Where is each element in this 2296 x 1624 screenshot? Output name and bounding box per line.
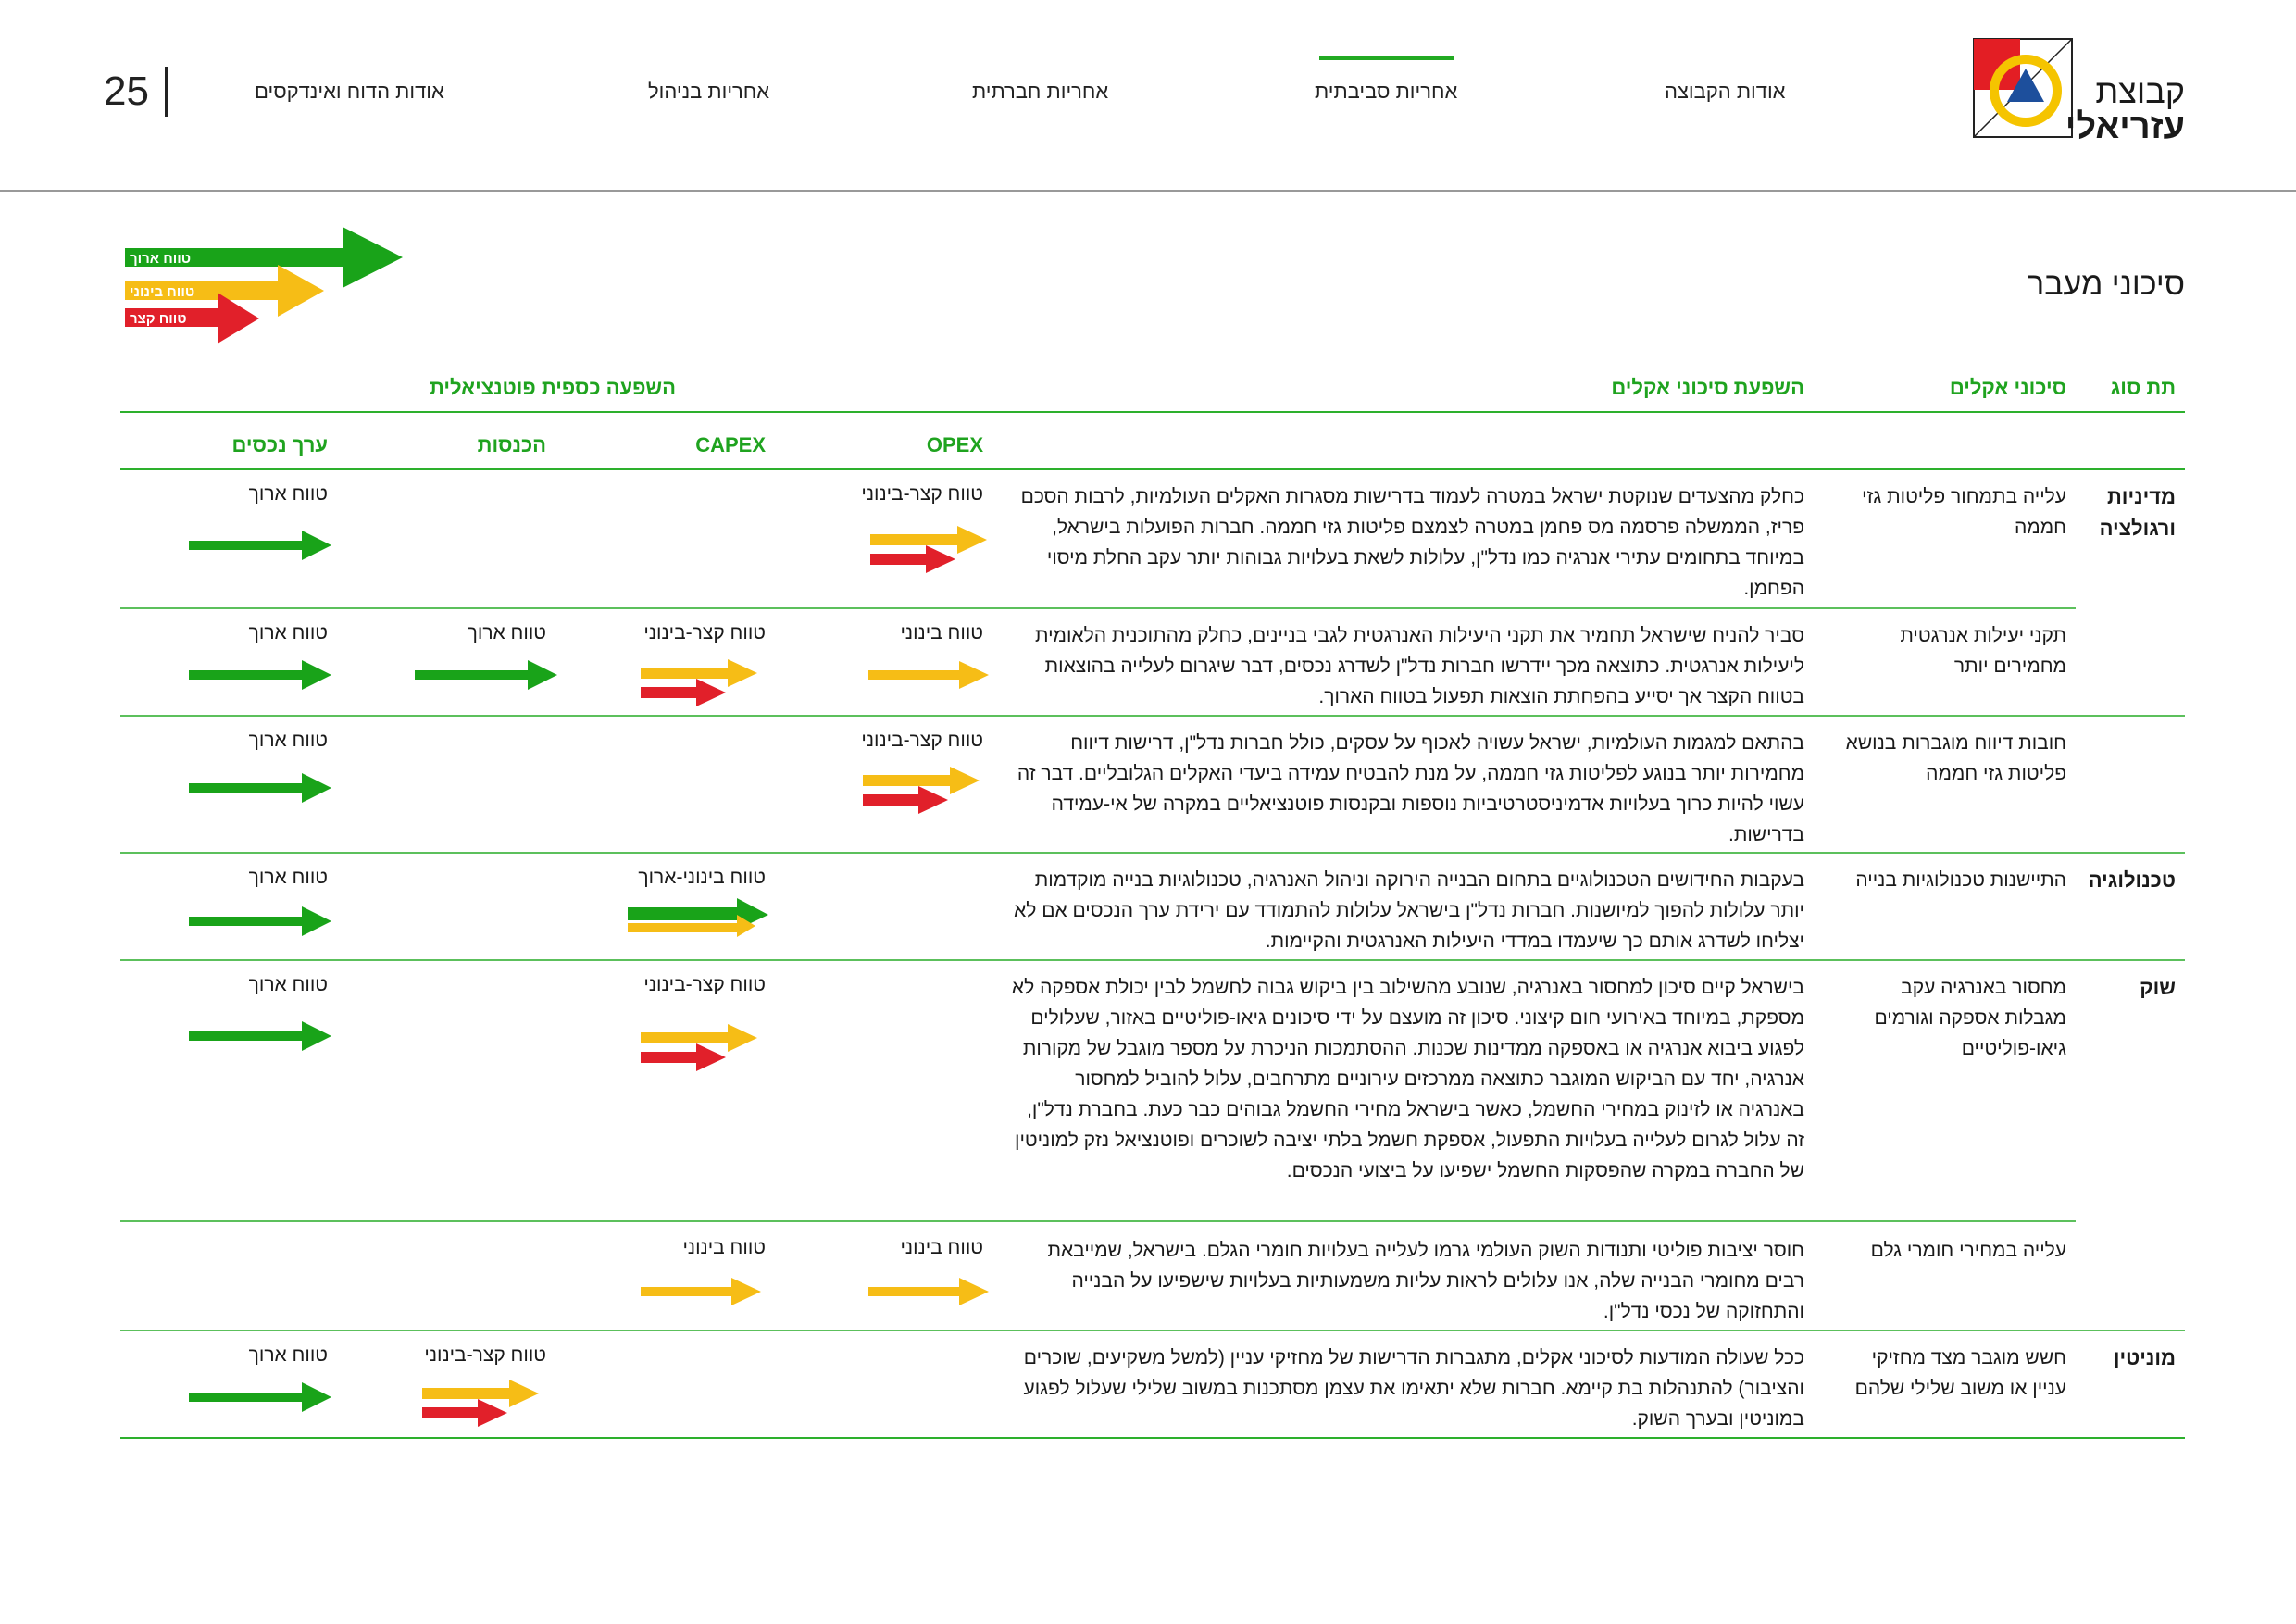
long-term-arrow <box>189 1382 331 1412</box>
row-capex-term: טווח בינוני-ארוך <box>638 867 766 888</box>
company-name-line1: קבוצת <box>2095 72 2185 110</box>
row-risk: מחסור באנרגיה עקב מגבלות אספקה וגורמים גיאו-פוליטיים <box>1874 977 2066 1059</box>
row-opex-arrows <box>867 659 996 697</box>
section-title: סיכוני מעבר <box>2028 267 2185 302</box>
col-header-financial: השפעה כספית פוטנציאלית <box>429 376 676 399</box>
short-term-arrow <box>863 786 948 814</box>
row-opex-term: טווח בינוני <box>900 1237 983 1258</box>
long-term-arrow <box>189 660 331 690</box>
row-opex-term: טווח בינוני <box>900 622 983 643</box>
row-assets-arrows <box>187 1380 335 1421</box>
long-term-arrow <box>189 773 331 803</box>
company-name <box>2065 74 2185 146</box>
short-term-arrow <box>870 545 955 573</box>
row-capex-arrows <box>639 659 759 714</box>
row-opex-term: טווח קצר-בינוני <box>861 730 983 751</box>
row-capex-term: טווח בינוני <box>682 1237 766 1258</box>
long-term-arrow <box>189 1021 331 1051</box>
row-risk: תקני יעילות אנרגטית מחמירים יותר <box>1900 625 2066 677</box>
row-opex-arrows <box>867 1276 996 1314</box>
row-impact: בהתאם למגמות העולמיות, ישראל עשויה לאכוף על עסקים, כולל חברות נדל"ן, דרישות דיווח מחמירות יותר בנוגע לפליטות גזי חממה, על מנת להבטיח עמידה ביעדי האקלים הגלובליים. דבר זה עשוי להיות כרוך בעלויות אדמיניסטרטיביות נוספות ובקנסות פוטנציאליים במקרה של אי-עמידה בדרישות. <box>1017 732 1804 845</box>
row-assets-arrows <box>187 1018 335 1060</box>
row-assets-term: טווח ארוך <box>248 483 328 505</box>
term-legend <box>120 222 417 352</box>
short-term-arrow <box>641 679 726 706</box>
col-header-subtype: תת סוג <box>2110 376 2176 399</box>
row-divider <box>120 1330 2185 1331</box>
row-assets-term: טווח ארוך <box>248 622 328 643</box>
row-revenue-term: טווח ארוך <box>467 622 546 643</box>
legend-short-label: טווח קצר <box>130 311 187 327</box>
header-rule-2 <box>120 468 2185 470</box>
row-capex-term: טווח קצר-בינוני <box>643 622 766 643</box>
col-header-assets: ערך נכסים <box>231 433 328 456</box>
col-header-capex: CAPEX <box>695 433 766 456</box>
col-header-impact: השפעת סיכוני אקלים <box>1611 376 1804 399</box>
page-number: 25 <box>104 69 149 114</box>
row-risk: התיישנות טכנולוגיות בנייה <box>1855 869 2066 891</box>
row-capex-term: טווח קצר-בינוני <box>643 974 766 995</box>
row-divider <box>120 607 2076 609</box>
col-header-climate-risks: סיכוני אקלים <box>1949 376 2066 399</box>
row-impact: בעקבות החידושים הטכנולוגיים בתחום הבנייה הירוקה וניהול האנרגיה, טכנולוגיות בנייה מוקדמות יותר עלולות להפוך למיושנות. חברות נדל"ן בישראל עלולות להתמודד עם ירידת ערך הנכסים אם לא יצליחו לשדרג אותם כך שיעמדו במדדי היעילות האנרגטית והקיימות. <box>1014 869 1804 952</box>
nav-environmental[interactable]: אחריות סביבתית <box>1315 80 1458 103</box>
medium-term-arrow <box>641 1278 761 1305</box>
medium-term-arrow <box>868 1278 989 1305</box>
row-impact: בישראל קיים סיכון למחסור באנרגיה, שנובע מהשילוב בין ביקוש גבוה לחשמל לבין יכולת אספקה לא מספקת, במיוחד באירועי חום קיצוני. סיכון זה מועצם על ידי סיכונים גיאו-פוליטיים באזור, שעלולים לפגוע ביבוא אנרגיה או באספקה ממדינות שכנות. ההסתמכות הניכרת על מספר מוגבל של מקורות אנרגיה, יחד עם הביקוש המוגבר כתוצאה ממרכזים עירוניים מתרחבים, עלול להוביל למחסור באנרגיה או לזינוק במחירי החשמל, כאשר בישראל מחירי החשמל גבוהים כבר כעת. בחברת נדל"ן, זה עלול לגרום לעלייה בעלויות התפעול, אספקת חשמל בלתי יציבה לשוכרים ופוטנציאל נזק למוניטין של החברה במקרה שהפסקות החשמל ישפיעו על ביצועי הנכסים. <box>1011 977 1804 1181</box>
nav-governance[interactable]: אחריות בניהול <box>648 80 770 103</box>
nav-active-indicator <box>1319 56 1454 60</box>
legend-medium-label: טווח בינוני <box>130 284 195 300</box>
medium-term-arrow <box>868 661 989 689</box>
row-divider <box>120 715 2185 717</box>
row-opex-term: טווח קצר-בינוני <box>861 483 983 505</box>
row-divider <box>120 852 2185 854</box>
page-number-divider <box>165 67 168 117</box>
company-name-line2: עזריאלי <box>2065 106 2185 146</box>
row-revenue-arrows <box>420 1380 541 1434</box>
row-category: שוק <box>2140 976 2176 999</box>
legend-long-label: טווח ארוך <box>130 251 192 267</box>
row-opex-arrows <box>868 526 989 581</box>
row-risk: חשש מוגבר מצד מחזיקי עניין או משוב שלילי שלהם <box>1854 1347 2066 1399</box>
row-assets-arrows <box>187 904 335 945</box>
row-category: טכנולוגיה <box>2088 868 2176 892</box>
row-assets-arrows <box>187 528 335 569</box>
row-revenue-term: טווח קצר-בינוני <box>424 1344 546 1366</box>
row-impact: חוסר יציבות פוליטי ותנודות השוק העולמי גרמו לעלייה בעלויות חומרי הגלם. בישראל, שמייבאת רבים מחומרי הבנייה שלה, אנו עלולים לראות עליות משמעותיות בעלויות שישפיעו על הבנייה והתחזוקה של נכסי נדל"ן. <box>1047 1240 1804 1322</box>
short-term-arrow <box>422 1399 507 1427</box>
col-header-opex: OPEX <box>926 433 983 456</box>
row-impact: סביר להניח שישראל תחמיר את תקני היעילות האנרגטית לגבי בניינים, כחלק מהתוכנית הלאומית ליעילות אנרגטית. כתוצאה מכך יידרשו חברות נדל"ן לשדרג נכסים, דבר שיגרום לעלייה בהוצאות בטווח הקצר אך יסייע בהפחתת הוצאות תפעול בטווח הארוך. <box>1035 625 1804 707</box>
nav-social[interactable]: אחריות חברתית <box>972 80 1109 103</box>
row-risk: חובות דיווח מוגברות בנושא פליטות גזי חממה <box>1845 732 2066 784</box>
row-assets-arrows <box>187 770 335 812</box>
long-term-arrow <box>189 531 331 560</box>
row-category: מדיניות ורגולציה <box>2099 485 2176 540</box>
header-rule-1 <box>120 411 2185 413</box>
table-bottom-rule <box>120 1437 2185 1439</box>
row-risk: עלייה במחירי חומרי גלם <box>1870 1240 2066 1261</box>
row-assets-arrows <box>187 657 335 699</box>
row-impact: ככל שעולה המודעות לסיכוני אקלים, מתגברות הדרישות של מחזיקי עניין (למשל משקיעים, שוכרים והציבור) להתנהלות בת קיימא. חברות שלא יתאימו את עצמן מסתכנות במשוב שלילי שעלול לפגוע במוניטין ובערך השוק. <box>1023 1347 1804 1430</box>
row-capex-arrows <box>626 898 774 945</box>
header-divider <box>0 190 2296 192</box>
short-term-arrow <box>641 1043 726 1071</box>
row-risk: עלייה בתמחור פליטות גזי חממה <box>1862 486 2066 538</box>
col-header-revenue: הכנסות <box>477 433 546 456</box>
row-capex-arrows <box>639 1276 768 1314</box>
row-revenue-arrows <box>413 657 561 699</box>
row-capex-arrows <box>639 1024 759 1079</box>
nav-report-index[interactable]: אודות הדוח ואינדקסים <box>255 80 444 103</box>
row-divider <box>120 959 2185 961</box>
long-term-arrow <box>415 660 557 690</box>
row-divider <box>120 1220 2076 1222</box>
row-opex-arrows <box>861 767 981 821</box>
row-assets-term: טווח ארוך <box>248 730 328 751</box>
row-assets-term: טווח ארוך <box>248 1344 328 1366</box>
nav-about-group[interactable]: אודות הקבוצה <box>1665 80 1786 103</box>
company-logo[interactable] <box>1972 37 2074 139</box>
long-term-arrow <box>189 906 331 936</box>
row-impact: כחלק מהצעדים שנוקטת ישראל במטרה לעמוד בדרישות מסגרות האקלים העולמיות, לרבות הסכם פריז, הממשלה פרסמה מס פחמן במטרה לצמצם פליטות גזי חממה. חברות הפועלות בישראל, במיוחד בתחומים עתירי אנרגיה כמו נדל"ן, עלולות לשאת בעלויות גבוהות יותר עקב החלת מיסוי הפחמן. <box>1020 486 1804 599</box>
row-category: מוניטין <box>2113 1346 2176 1369</box>
row-assets-term: טווח ארוך <box>248 974 328 995</box>
row-assets-term: טווח ארוך <box>248 867 328 888</box>
